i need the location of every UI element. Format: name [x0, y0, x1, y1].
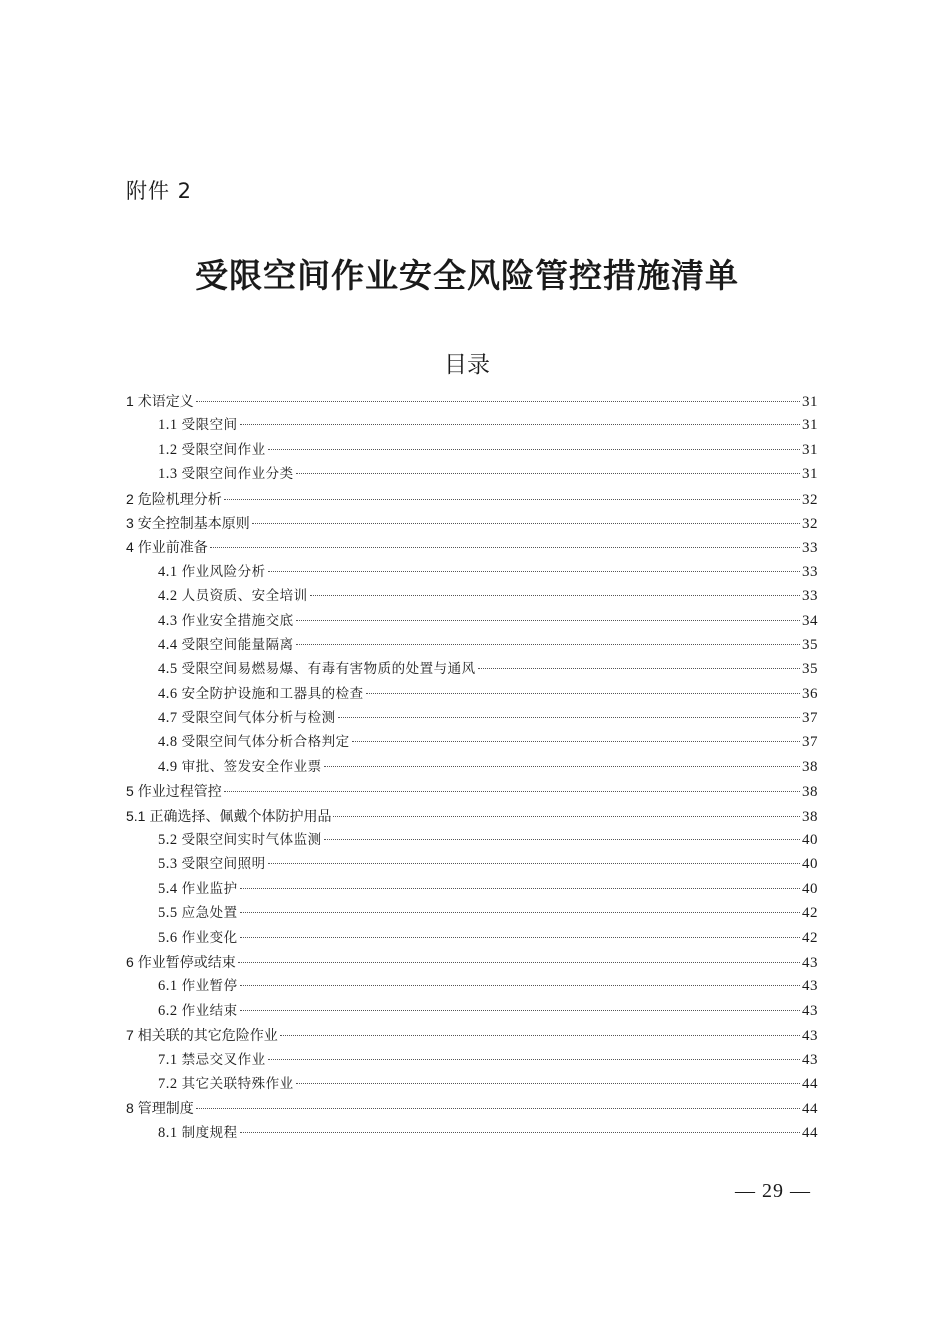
toc-dot-leader [280, 1035, 800, 1036]
toc-entry-number: 5.2 [158, 832, 178, 849]
toc-entry-number: 4.7 [158, 710, 178, 727]
toc-entry-page: 32 [802, 515, 818, 532]
toc-entry-title: 作业前准备 [137, 540, 208, 557]
toc-entry-number: 3 [126, 514, 134, 531]
table-of-contents [126, 389, 818, 1145]
toc-dot-leader [240, 912, 800, 913]
toc-entry-page: 42 [802, 905, 818, 922]
toc-dot-leader [296, 1083, 800, 1084]
toc-entry-title: 作业过程管控 [137, 784, 222, 801]
toc-dot-leader [268, 1059, 800, 1060]
toc-entry-number: 5.3 [158, 856, 178, 873]
toc-entry-title: 受限空间实时气体监测 [181, 832, 322, 849]
toc-entry-page: 40 [802, 880, 818, 897]
toc-entry[interactable] [126, 389, 818, 413]
toc-heading: 目录 [444, 352, 490, 378]
toc-entry-title: 受限空间气体分析合格判定 [181, 734, 350, 751]
toc-entry[interactable] [126, 633, 818, 657]
toc-entry-title: 作业变化 [181, 929, 238, 946]
toc-entry-number: 4.3 [158, 612, 178, 629]
toc-entry-number: 7 [126, 1027, 134, 1044]
toc-entry[interactable] [126, 950, 818, 974]
toc-entry-number: 4.8 [158, 734, 178, 751]
toc-entry-page: 42 [802, 929, 818, 946]
toc-entry[interactable] [126, 926, 818, 950]
toc-entry[interactable] [126, 657, 818, 681]
toc-entry[interactable] [126, 1096, 818, 1120]
toc-entry-title: 安全控制基本原则 [137, 515, 250, 532]
toc-entry-title: 相关联的其它危险作业 [137, 1028, 278, 1045]
toc-entry-title: 审批、签发安全作业票 [181, 758, 322, 775]
toc-entry-number: 7.1 [158, 1051, 178, 1068]
toc-entry-title: 受限空间作业 [181, 441, 266, 458]
toc-entry-page: 44 [802, 1075, 818, 1092]
toc-entry-title: 作业风险分析 [181, 563, 266, 580]
toc-entry-page: 31 [802, 466, 818, 483]
toc-entry[interactable] [126, 584, 818, 608]
toc-entry-page: 37 [802, 734, 818, 751]
toc-dot-leader [352, 741, 800, 742]
toc-dot-leader [238, 962, 800, 963]
toc-entry-page: 44 [802, 1101, 818, 1118]
toc-entry[interactable] [126, 682, 818, 706]
attachment-label: 附件 2 [126, 179, 193, 203]
toc-entry-number: 7.2 [158, 1075, 178, 1092]
toc-entry-number: 1.3 [158, 466, 178, 483]
toc-entry[interactable] [126, 730, 818, 754]
toc-entry-number: 1.2 [158, 441, 178, 458]
toc-dot-leader [240, 1132, 800, 1133]
toc-entry-page: 33 [802, 588, 818, 605]
toc-entry-title: 管理制度 [137, 1101, 194, 1118]
toc-entry-number: 5.4 [158, 880, 178, 897]
toc-entry-page: 43 [802, 978, 818, 995]
toc-entry-title: 受限空间 [181, 417, 238, 434]
toc-entry[interactable] [126, 755, 818, 779]
toc-entry-title: 作业安全措施交底 [181, 612, 294, 629]
toc-entry-page: 43 [802, 1028, 818, 1045]
toc-entry-title: 应急处置 [181, 905, 238, 922]
toc-entry-title: 正确选择、佩戴个体防护用品 [149, 808, 332, 825]
toc-entry-title: 禁忌交叉作业 [181, 1051, 266, 1068]
toc-entry-number: 4.9 [158, 758, 178, 775]
toc-entry-page: 43 [802, 954, 818, 971]
toc-dot-leader [196, 1108, 800, 1109]
toc-entry[interactable] [126, 828, 818, 852]
toc-entry-number: 5.1 [126, 807, 146, 824]
toc-entry-title: 作业监护 [181, 880, 238, 897]
toc-entry[interactable] [126, 1023, 818, 1047]
toc-entry-title: 受限空间照明 [181, 856, 266, 873]
toc-entry[interactable] [126, 462, 818, 486]
toc-dot-leader [240, 937, 800, 938]
toc-entry-page: 40 [802, 856, 818, 873]
toc-entry-page: 33 [802, 540, 818, 557]
toc-dot-leader [240, 1010, 800, 1011]
toc-entry-number: 6.1 [158, 978, 178, 995]
toc-entry-page: 37 [802, 710, 818, 727]
toc-entry-page: 44 [802, 1124, 818, 1141]
toc-entry[interactable] [126, 974, 818, 998]
toc-entry[interactable] [126, 804, 818, 828]
toc-entry[interactable] [126, 1048, 818, 1072]
toc-entry-title: 受限空间易燃易爆、有毒有害物质的处置与通风 [181, 661, 476, 678]
toc-dot-leader [324, 839, 800, 840]
toc-entry-page: 38 [802, 784, 818, 801]
toc-entry[interactable] [126, 877, 818, 901]
toc-entry-page: 38 [802, 758, 818, 775]
toc-entry[interactable] [126, 535, 818, 559]
toc-entry-title: 安全防护设施和工器具的检查 [181, 685, 364, 702]
toc-dot-leader [196, 401, 800, 402]
toc-dot-leader [240, 888, 800, 889]
toc-entry[interactable] [126, 901, 818, 925]
toc-dot-leader [268, 571, 800, 572]
toc-entry-page: 38 [802, 808, 818, 825]
toc-entry[interactable] [126, 413, 818, 437]
toc-entry-page: 43 [802, 1002, 818, 1019]
toc-entry[interactable] [126, 1072, 818, 1096]
toc-entry-number: 5.6 [158, 929, 178, 946]
toc-entry[interactable] [126, 1121, 818, 1145]
toc-entry[interactable] [126, 560, 818, 584]
toc-entry-title: 受限空间能量隔离 [181, 636, 294, 653]
toc-entry-title: 术语定义 [137, 394, 194, 410]
toc-entry-page: 40 [802, 832, 818, 849]
page-number: — 29 — [735, 1180, 811, 1202]
toc-entry-title: 制度规程 [181, 1124, 238, 1141]
toc-entry-number: 1.1 [158, 417, 178, 434]
toc-dot-leader [324, 766, 800, 767]
toc-entry-title: 作业暂停或结束 [137, 954, 236, 971]
toc-dot-leader [210, 547, 800, 548]
toc-entry-title: 危险机理分析 [137, 491, 222, 508]
toc-dot-leader [296, 644, 800, 645]
toc-entry-page: 36 [802, 685, 818, 702]
toc-entry-title: 作业暂停 [181, 978, 238, 995]
toc-entry-number: 6 [126, 953, 134, 970]
toc-dot-leader [240, 424, 800, 425]
toc-entry-number: 2 [126, 490, 134, 507]
toc-dot-leader [252, 523, 800, 524]
toc-entry-page: 33 [802, 563, 818, 580]
toc-entry-number: 5.5 [158, 905, 178, 922]
toc-dot-leader [268, 863, 800, 864]
toc-entry-number: 4.5 [158, 661, 178, 678]
toc-entry-page: 35 [802, 661, 818, 678]
toc-entry[interactable] [126, 511, 818, 535]
toc-dot-leader [333, 816, 800, 817]
toc-dot-leader [310, 595, 800, 596]
toc-entry-title: 人员资质、安全培训 [181, 588, 308, 605]
toc-dot-leader [338, 717, 800, 718]
toc-dot-leader [224, 791, 800, 792]
toc-entry-page: 31 [802, 417, 818, 434]
toc-dot-leader [366, 693, 800, 694]
toc-entry[interactable] [126, 779, 818, 803]
toc-entry-number: 4.1 [158, 563, 178, 580]
toc-entry-number: 1 [126, 393, 134, 409]
toc-entry-page: 31 [802, 394, 818, 410]
toc-entry-number: 6.2 [158, 1002, 178, 1019]
toc-dot-leader [268, 449, 800, 450]
toc-entry-page: 43 [802, 1051, 818, 1068]
toc-entry-number: 5 [126, 783, 134, 800]
toc-entry-title: 受限空间气体分析与检测 [181, 710, 336, 727]
toc-entry[interactable] [126, 706, 818, 730]
toc-dot-leader [240, 985, 800, 986]
toc-entry-title: 作业结束 [181, 1002, 238, 1019]
toc-entry[interactable] [126, 438, 818, 462]
toc-entry-number: 4 [126, 539, 134, 556]
toc-entry-number: 4.6 [158, 685, 178, 702]
toc-dot-leader [224, 499, 800, 500]
toc-entry-number: 4.4 [158, 636, 178, 653]
toc-entry-page: 35 [802, 636, 818, 653]
toc-entry-title: 其它关联特殊作业 [181, 1075, 294, 1092]
toc-entry-number: 8.1 [158, 1124, 178, 1141]
toc-dot-leader [478, 668, 800, 669]
toc-entry-number: 8 [126, 1100, 134, 1117]
toc-entry[interactable] [126, 999, 818, 1023]
toc-dot-leader [296, 473, 800, 474]
toc-entry-page: 34 [802, 612, 818, 629]
toc-entry-title: 受限空间作业分类 [181, 466, 294, 483]
toc-entry-page: 32 [802, 491, 818, 508]
toc-entry-page: 31 [802, 441, 818, 458]
toc-entry[interactable] [126, 609, 818, 633]
toc-entry[interactable] [126, 487, 818, 511]
toc-entry-number: 4.2 [158, 588, 178, 605]
document-title: 受限空间作业安全风险管控措施清单 [195, 256, 739, 295]
toc-dot-leader [296, 620, 800, 621]
toc-entry[interactable] [126, 852, 818, 876]
